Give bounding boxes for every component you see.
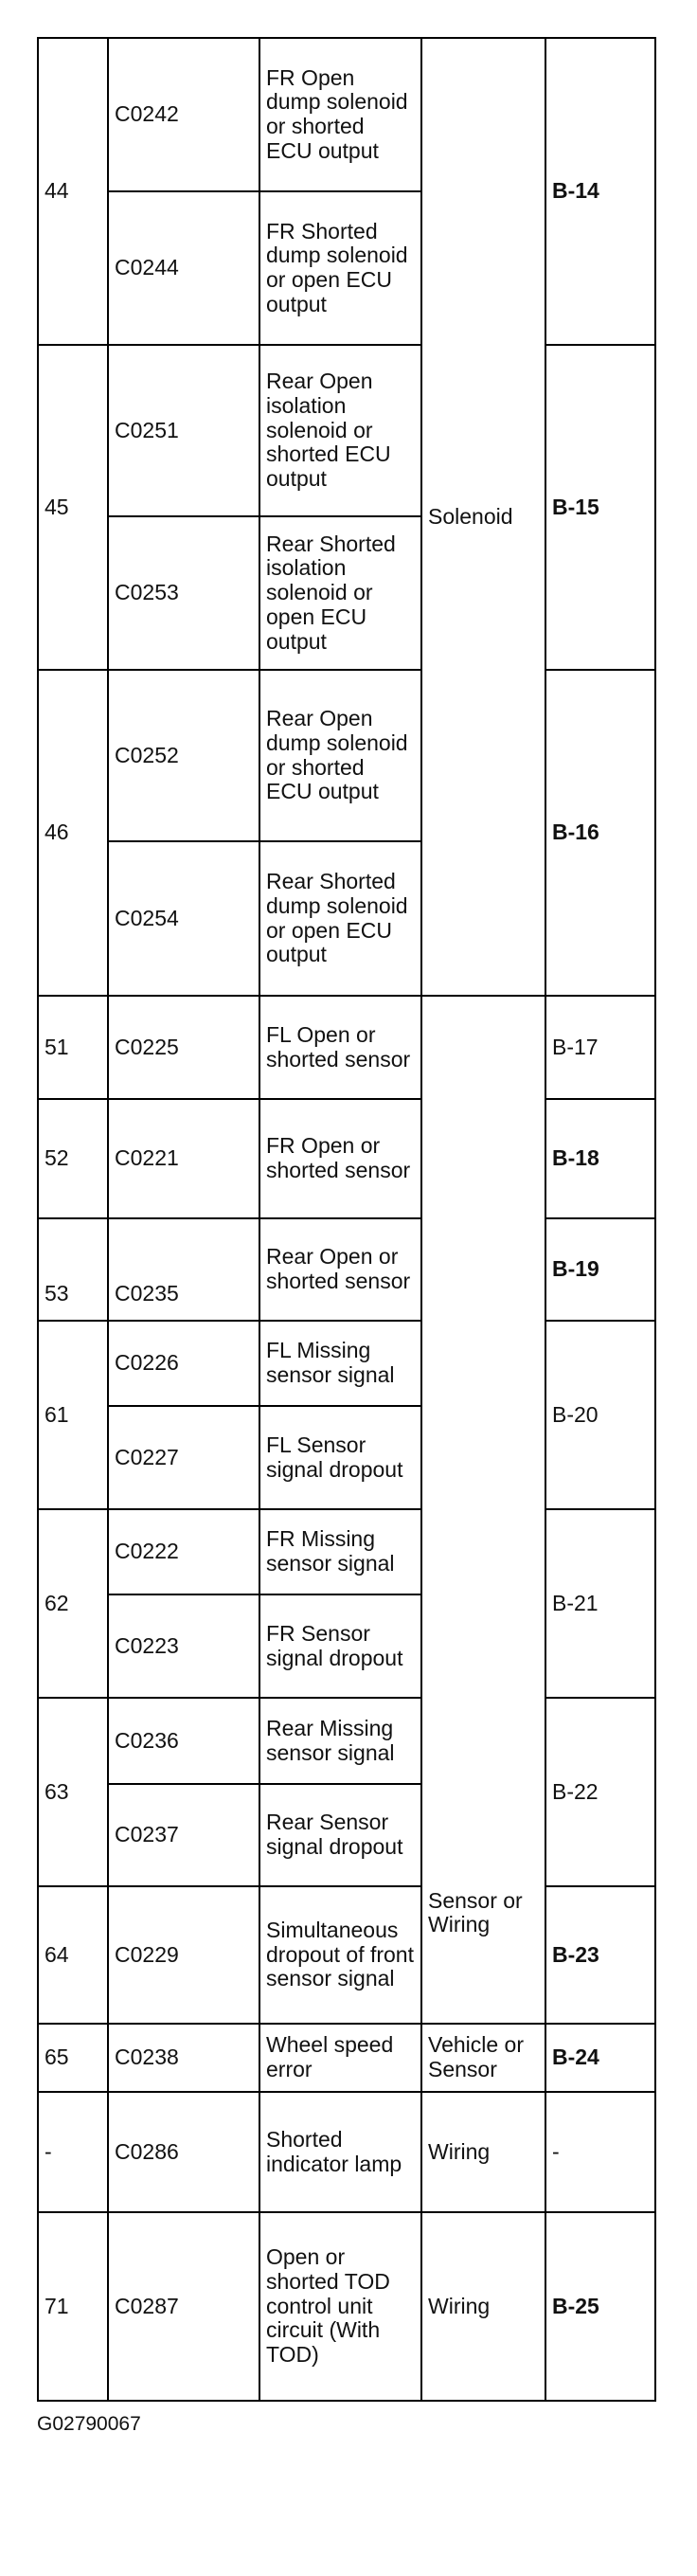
dtc-number: 71 bbox=[38, 2212, 108, 2401]
dtc-number: 61 bbox=[38, 1321, 108, 1509]
component: Sensor or Wiring bbox=[421, 996, 545, 2024]
dtc-number: 53 bbox=[38, 1218, 108, 1321]
table-row bbox=[38, 2024, 655, 2092]
dtc-description: Open or shorted TOD control unit circuit (With TOD) bbox=[259, 2212, 421, 2401]
dtc-code: C0227 bbox=[108, 1406, 259, 1509]
table-row bbox=[38, 2092, 655, 2212]
dtc-number: 51 bbox=[38, 996, 108, 1099]
component: Wiring bbox=[421, 2212, 545, 2401]
dtc-description: Rear Sensor signal dropout bbox=[259, 1784, 421, 1886]
dtc-code: C0226 bbox=[108, 1321, 259, 1406]
dtc-table bbox=[37, 37, 656, 2402]
dtc-description: Rear Open isolation solenoid or shorted ECU output bbox=[259, 345, 421, 516]
dtc-code: C0236 bbox=[108, 1698, 259, 1784]
dtc-description: FR Open or shorted sensor bbox=[259, 1099, 421, 1218]
dtc-code: C0244 bbox=[108, 191, 259, 345]
dtc-code: C0287 bbox=[108, 2212, 259, 2401]
dtc-description: FR Open dump solenoid or shorted ECU output bbox=[259, 38, 421, 191]
dtc-number: 62 bbox=[38, 1509, 108, 1698]
dtc-description: FL Sensor signal dropout bbox=[259, 1406, 421, 1509]
page-ref: B-25 bbox=[545, 2212, 655, 2401]
table-row bbox=[38, 1099, 655, 1218]
component: Solenoid bbox=[421, 38, 545, 996]
table-row bbox=[38, 1698, 655, 1784]
page-ref: B-18 bbox=[545, 1099, 655, 1218]
page-ref: B-14 bbox=[545, 38, 655, 345]
dtc-description: Rear Shorted dump solenoid or open ECU output bbox=[259, 841, 421, 996]
dtc-description: Wheel speed error bbox=[259, 2024, 421, 2092]
table-row bbox=[38, 670, 655, 841]
page-ref: B-23 bbox=[545, 1886, 655, 2024]
dtc-number: 64 bbox=[38, 1886, 108, 2024]
page-ref: B-22 bbox=[545, 1698, 655, 1886]
dtc-description: Rear Open or shorted sensor bbox=[259, 1218, 421, 1321]
dtc-code: C0254 bbox=[108, 841, 259, 996]
dtc-number: 45 bbox=[38, 345, 108, 670]
dtc-code: C0223 bbox=[108, 1594, 259, 1698]
dtc-code: C0252 bbox=[108, 670, 259, 841]
dtc-number: 63 bbox=[38, 1698, 108, 1886]
dtc-description: Rear Missing sensor signal bbox=[259, 1698, 421, 1784]
dtc-code: C0286 bbox=[108, 2092, 259, 2212]
dtc-code: C0221 bbox=[108, 1099, 259, 1218]
dtc-description: FL Open or shorted sensor bbox=[259, 996, 421, 1099]
page-ref: B-19 bbox=[545, 1218, 655, 1321]
dtc-description: Rear Shorted isolation solenoid or open ECU output bbox=[259, 516, 421, 670]
figure-caption: G02790067 bbox=[37, 2413, 141, 2435]
dtc-description: FR Missing sensor signal bbox=[259, 1509, 421, 1594]
page-ref: B-16 bbox=[545, 670, 655, 996]
dtc-code: C0235 bbox=[108, 1218, 259, 1321]
dtc-number: 65 bbox=[38, 2024, 108, 2092]
page-ref: B-20 bbox=[545, 1321, 655, 1509]
component: Wiring bbox=[421, 2092, 545, 2212]
table-row bbox=[38, 38, 655, 191]
dtc-number: 52 bbox=[38, 1099, 108, 1218]
table-row bbox=[38, 1321, 655, 1406]
dtc-description: FL Missing sensor signal bbox=[259, 1321, 421, 1406]
table-row bbox=[38, 2212, 655, 2401]
dtc-description: FR Sensor signal dropout bbox=[259, 1594, 421, 1698]
dtc-description: FR Shorted dump solenoid or open ECU output bbox=[259, 191, 421, 345]
dtc-number: 46 bbox=[38, 670, 108, 996]
dtc-description: Simultaneous dropout of front sensor signal bbox=[259, 1886, 421, 2024]
table-row bbox=[38, 1509, 655, 1594]
dtc-code: C0253 bbox=[108, 516, 259, 670]
page-ref: B-17 bbox=[545, 996, 655, 1099]
table-row bbox=[38, 1218, 655, 1321]
dtc-number: 44 bbox=[38, 38, 108, 345]
table-row bbox=[38, 996, 655, 1099]
table-row bbox=[38, 1886, 655, 2024]
page-ref: - bbox=[545, 2092, 655, 2212]
dtc-description: Rear Open dump solenoid or shorted ECU output bbox=[259, 670, 421, 841]
dtc-code: C0238 bbox=[108, 2024, 259, 2092]
dtc-code: C0229 bbox=[108, 1886, 259, 2024]
page-ref: B-24 bbox=[545, 2024, 655, 2092]
dtc-code: C0237 bbox=[108, 1784, 259, 1886]
dtc-description: Shorted indicator lamp bbox=[259, 2092, 421, 2212]
dtc-code: C0251 bbox=[108, 345, 259, 516]
dtc-code: C0222 bbox=[108, 1509, 259, 1594]
table-row bbox=[38, 345, 655, 516]
dtc-code: C0242 bbox=[108, 38, 259, 191]
page-ref: B-15 bbox=[545, 345, 655, 670]
dtc-number: - bbox=[38, 2092, 108, 2212]
component: Vehicle or Sensor bbox=[421, 2024, 545, 2092]
page-ref: B-21 bbox=[545, 1509, 655, 1698]
dtc-code: C0225 bbox=[108, 996, 259, 1099]
